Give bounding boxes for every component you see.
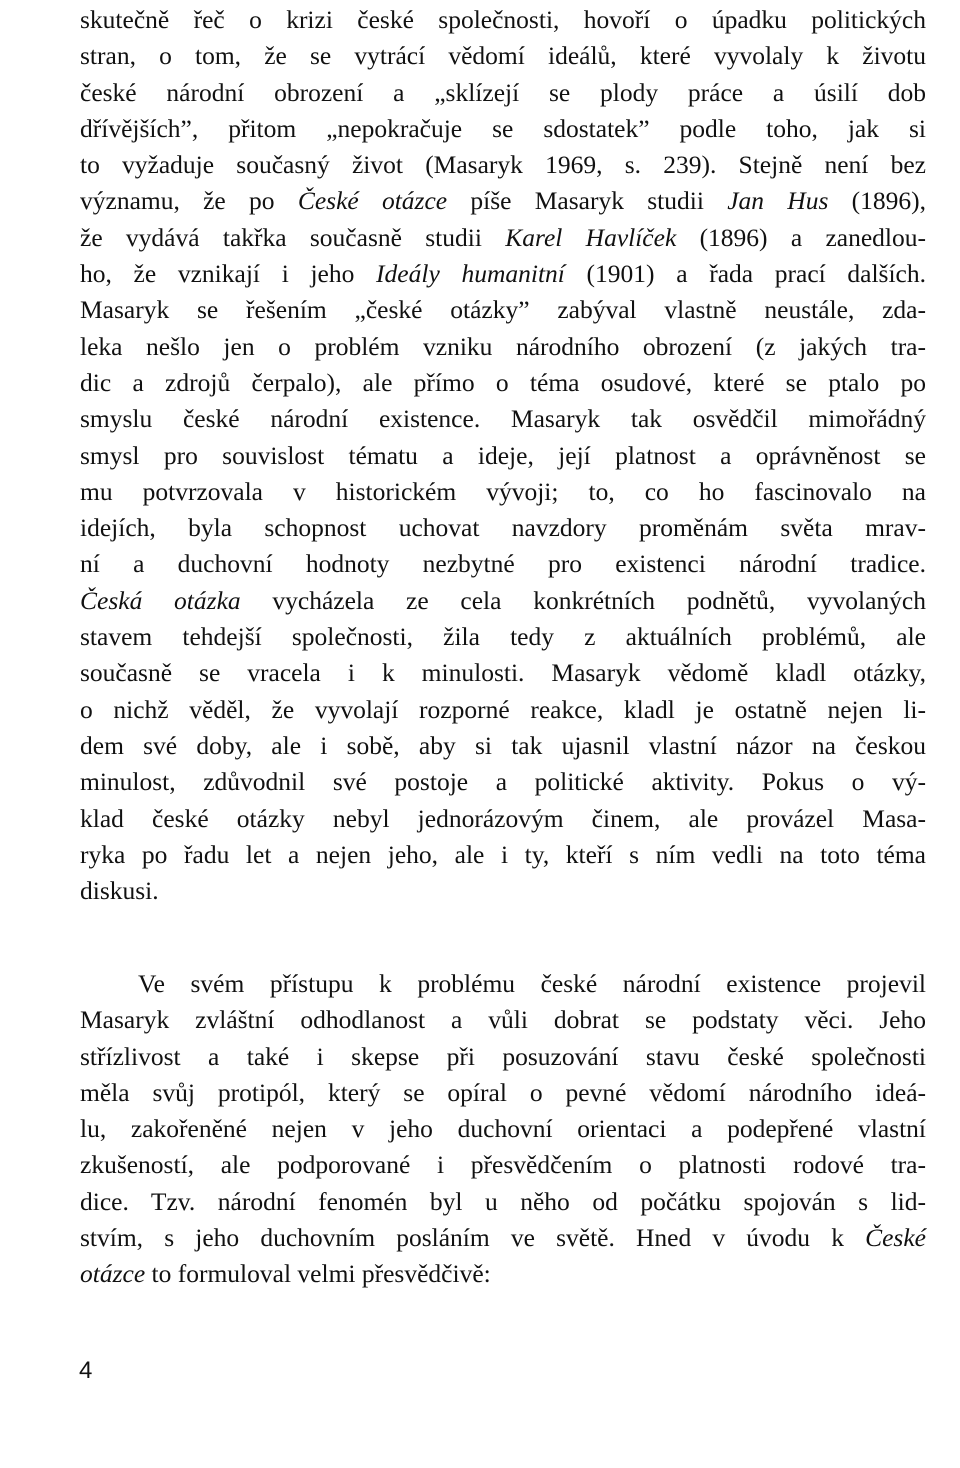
text-segment: smysl pro souvislost tématu a ideje, její platnost a oprávněnost se <box>80 440 926 470</box>
text-line <box>80 619 926 655</box>
page-number: 4 <box>79 1357 93 1384</box>
text-segment: diskusi. <box>80 876 159 906</box>
text-line <box>80 873 926 909</box>
text-segment: zkušeností, ale podporované i přesvědčením o platnosti rodové tra- <box>80 1150 926 1180</box>
text-line <box>80 183 926 219</box>
text-line <box>80 292 926 328</box>
text-segment: (1896), <box>828 186 927 216</box>
text-segment: (1901) a řada prací dalších. <box>564 259 927 289</box>
text-segment: to formuloval velmi přesvědčivě: <box>145 1259 491 1289</box>
text-segment: dice. Tzv. národní fenomén byl u něho od počátku spojován s lid- <box>80 1186 926 1216</box>
text-line <box>80 438 926 474</box>
text-line <box>80 111 926 147</box>
text-segment: smyslu české národní existence. Masaryk tak osvědčil mimořádný <box>80 404 926 434</box>
text-segment: píše Masaryk studii <box>447 186 728 216</box>
italic-title: České <box>865 1223 926 1253</box>
text-segment: minulost, zdůvodnil své postoje a politické aktivity. Pokus o vý- <box>80 767 926 797</box>
text-line <box>80 1039 926 1075</box>
text-segment: klad české otázky nebyl jednorázovým činem, ale provázel Masa- <box>80 803 926 833</box>
text-segment: ryka po řadu let a nejen jeho, ale i ty, kteří s ním vedli na toto téma <box>80 839 926 869</box>
text-segment: Ve svém přístupu k problému české národní existence projevil <box>138 969 926 998</box>
text-segment: že vydává takřka současně studii <box>80 222 506 252</box>
text-line <box>80 1147 926 1183</box>
text-line <box>80 2 926 38</box>
italic-title: Ideály humanitní <box>376 259 565 289</box>
text-line <box>80 1220 926 1256</box>
italic-title: Česká otázka <box>80 585 241 615</box>
text-line <box>80 75 926 111</box>
text-line <box>80 1184 926 1220</box>
text-segment: dřívějších”, přitom „nepokračuje se sdostatek” podle toho, jak si <box>80 113 926 143</box>
italic-title: Jan Hus <box>727 186 829 216</box>
text-segment: měla svůj protipól, který se opíral o pevné vědomí národního ideá- <box>80 1077 926 1107</box>
text-segment: skutečně řeč o krizi české společnosti, hovoří o úpadku politických <box>80 5 926 34</box>
text-line <box>80 728 926 764</box>
text-segment: současně se vracela i k minulosti. Masaryk vědomě kladl otázky, <box>80 658 926 688</box>
text-segment: ní a duchovní hodnoty nezbytné pro existenci národní tradice. <box>80 549 926 579</box>
text-segment: stavem tehdejší společnosti, žila tedy z aktuálních problémů, ale <box>80 622 926 652</box>
text-segment: leka nešlo jen o problém vzniku národního obrození (z jakých tra- <box>80 331 926 361</box>
text-segment: (1896) a zanedlou- <box>676 222 926 252</box>
text-segment: ho, že vznikají i jeho <box>80 259 377 289</box>
text-line <box>80 801 926 837</box>
text-line <box>80 837 926 873</box>
text-line <box>80 966 926 1002</box>
text-segment: idejích, byla schopnost uchovat navzdory proměnám světa mrav- <box>80 513 926 543</box>
text-line <box>80 583 926 619</box>
text-segment: střízlivost a také i skepse při posuzování stavu české společnosti <box>80 1041 926 1071</box>
text-line <box>80 329 926 365</box>
text-line <box>80 1111 926 1147</box>
italic-title: České otázce <box>297 186 448 216</box>
text-segment: dem své doby, ale i sobě, aby si tak ujasnil vlastní názor na českou <box>80 730 926 760</box>
text-line <box>80 510 926 546</box>
text-segment: významu, že po <box>80 186 298 216</box>
text-line <box>80 655 926 691</box>
text-segment: stran, o tom, že se vytrácí vědomí ideálů, které vyvolaly k životu <box>80 41 926 71</box>
text-line <box>80 764 926 800</box>
text-line <box>80 1002 926 1038</box>
text-line <box>80 220 926 256</box>
text-line <box>80 546 926 582</box>
text-line <box>80 401 926 437</box>
text-line <box>80 38 926 74</box>
text-segment: stvím, s jeho duchovním posláním ve světě. Hned v úvodu k <box>80 1223 866 1253</box>
text-segment: lu, zakořeněné nejen v jeho duchovní orientaci a podepřené vlastní <box>80 1114 926 1144</box>
paragraph-2 <box>80 966 926 1293</box>
text-line <box>80 692 926 728</box>
text-line <box>80 1256 926 1292</box>
text-segment: Masaryk se řešením „české otázky” zabýval vlastně neustále, zda- <box>80 295 926 325</box>
text-line <box>80 147 926 183</box>
paragraph-1 <box>80 2 926 909</box>
text-segment: mu potvrzovala v historickém vývoji; to, co ho fascinovalo na <box>80 476 926 506</box>
italic-title: otázce <box>80 1259 146 1289</box>
text-line <box>80 1075 926 1111</box>
text-segment: o nichž věděl, že vyvolají rozporné reakce, kladl je ostatně nejen li- <box>80 694 926 724</box>
text-segment: dic a zdrojů čerpalo), ale přímo o téma osudové, které se ptalo po <box>80 367 926 397</box>
italic-title: Karel Havlíček <box>505 222 677 252</box>
text-line <box>80 474 926 510</box>
text-line <box>80 365 926 401</box>
text-segment: české národní obrození a „sklízejí se plody práce a úsilí dob <box>80 77 926 107</box>
text-segment: to vyžaduje současný život (Masaryk 1969, s. 239). Stejně není bez <box>80 150 926 180</box>
text-segment: vycházela ze cela konkrétních podnětů, vyvolaných <box>240 585 926 615</box>
text-segment: Masaryk zvláštní odhodlanost a vůli dobrat se podstaty věci. Jeho <box>80 1005 926 1035</box>
text-line <box>80 256 926 292</box>
